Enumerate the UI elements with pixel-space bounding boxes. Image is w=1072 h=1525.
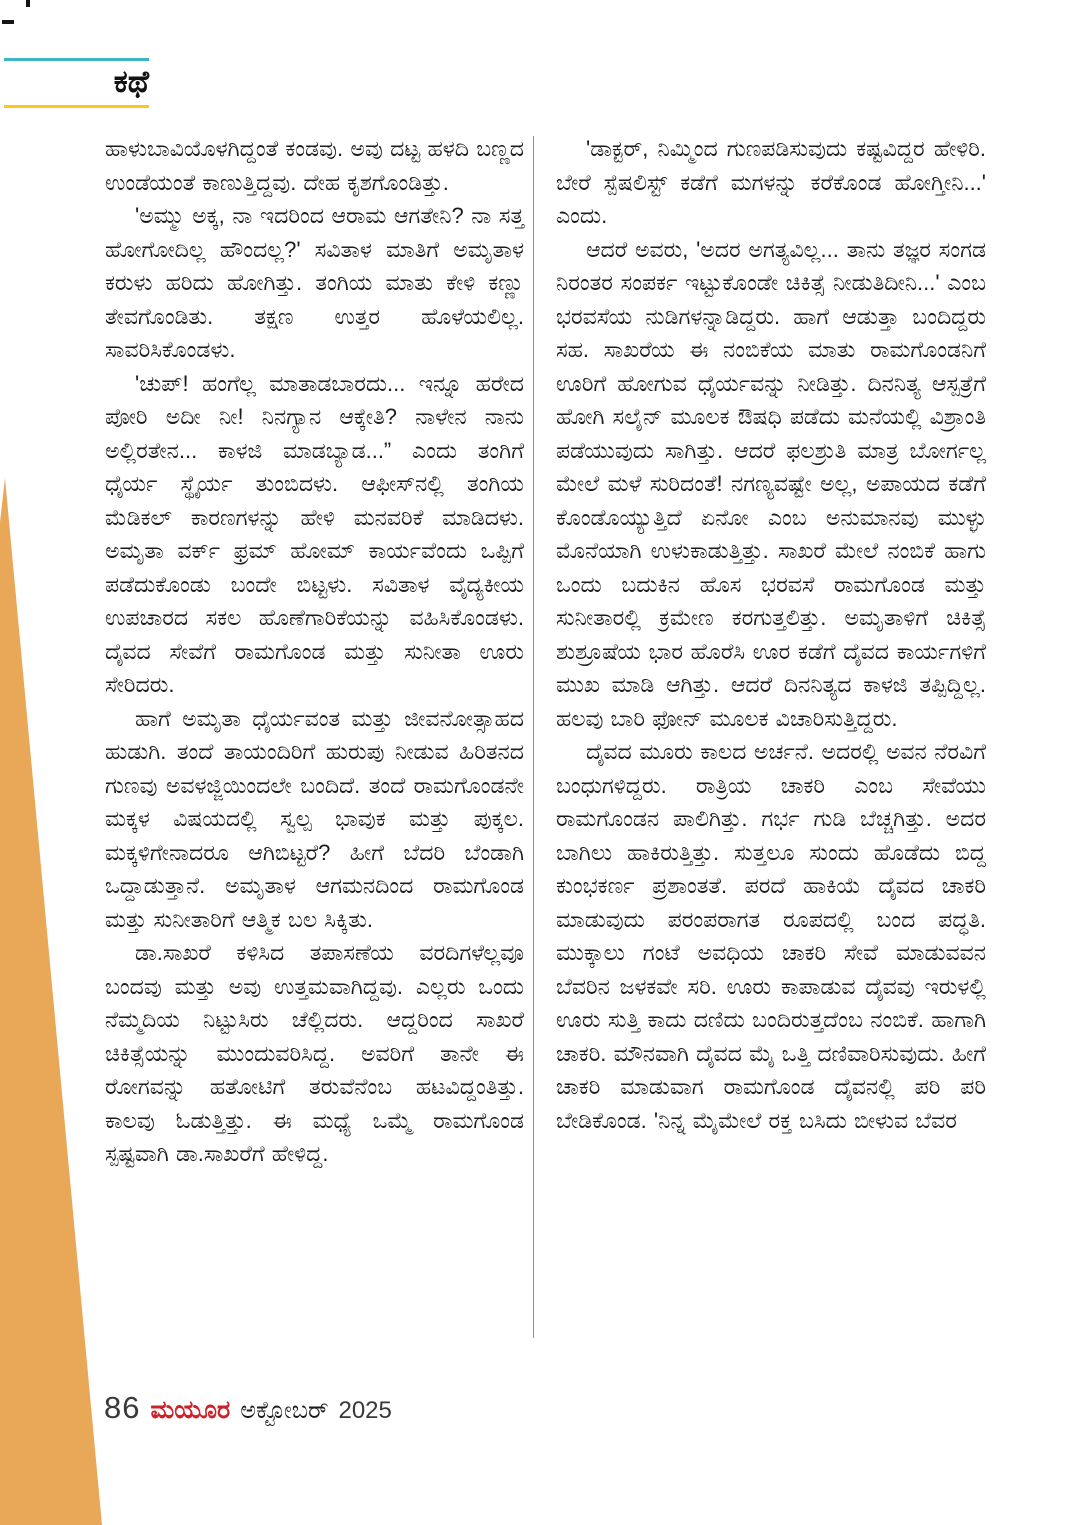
left-column: [105, 132, 524, 1171]
page-number: 86: [104, 1390, 141, 1425]
paragraph: ಹಾಗೆ ಅಮೃತಾ ಧೈರ್ಯವಂತ ಮತ್ತು ಜೀವನೋತ್ಸಾಹದ ಹುಡುಗಿ. ತಂದೆ ತಾಯಂದಿರಿಗೆ ಹುರುಪು ನೀಡುವ ಹಿರಿತನದ ಗುಣವು ಅವಳಜ್ಜಿಯಿಂದಲೇ ಬಂದಿದೆ. ತಂದೆ ರಾಮಗೊಂಡನೇ ಮಕ್ಕಳ ವಿಷಯದಲ್ಲಿ ಸ್ವಲ್ಪ ಭಾವುಕ ಮತ್ತು ಪುಕ್ಕಲ. ಮಕ್ಕಳಿಗೇನಾದರೂ ಆಗಿಬಿಟ್ಟರೆ? ಹೀಗೆ ಬೆದರಿ ಬೆಂಡಾಗಿ ಒದ್ದಾಡುತ್ತಾನೆ. ಅಮೃತಾಳ ಆಗಮನದಿಂದ ರಾಮಗೊಂಡ ಮತ್ತು ಸುನೀತಾರಿಗೆ ಆತ್ಮಿಕ ಬಲ ಸಿಕ್ಕಿತು.: [105, 705, 524, 932]
paragraph: ಹಾಳುಬಾವಿಯೊಳಗಿದ್ದಂತೆ ಕಂಡವು. ಅವು ದಟ್ಟ ಹಳದಿ ಬಣ್ಣದ ಉಂಡೆಯಂತೆ ಕಾಣುತ್ತಿದ್ದವು. ದೇಹ ಕೃಶಗೊಂಡಿತ್ತು.: [105, 136, 524, 195]
crop-mark-top-dash: [2, 20, 14, 24]
section-title: ಕಥೆ: [113, 64, 149, 99]
paragraph: 'ಚುಪ್! ಹಂಗೆಲ್ಲ ಮಾತಾಡಬಾರದು... ಇನ್ನೂ ಹರೇದ ಪೋರಿ ಅದೀ ನೀ! ನಿನಗ್ಯಾನ ಆಕ್ಕೇತಿ? ನಾಳೇನ ನಾನು ಅಲ್ಲಿರತೇನ... ಕಾಳಜಿ ಮಾಡಬ್ಯಾಡ...” ಎಂದು ತಂಗಿಗೆ ಧೈರ್ಯ ಸ್ಥೈರ್ಯ ತುಂಬಿದಳು. ಆಫೀಸ್‌ನಲ್ಲಿ ತಂಗಿಯ ಮೆಡಿಕಲ್ ಕಾರಣಗಳನ್ನು ಹೇಳಿ ಮನವರಿಕೆ ಮಾಡಿದಳು. ಅಮೃತಾ ವರ್ಕ್ ಫ್ರಮ್ ಹೋಮ್ ಕಾರ್ಯವೆಂದು ಒಪ್ಪಿಗೆ ಪಡೆದುಕೊಂಡು ಬಂದೇ ಬಿಟ್ಟಳು. ಸವಿತಾಳ ವೈದ್ಯಕೀಯ ಉಪಚಾರದ ಸಕಲ ಹೊಣೆಗಾರಿಕೆಯನ್ನು ವಹಿಸಿಕೊಂಡಳು. ದೈವದ ಸೇವೆಗೆ ರಾಮಗೊಂಡ ಮತ್ತು ಸುನೀತಾ ಊರು ಸೇರಿದರು.: [105, 370, 524, 697]
paragraph: ಡಾ.ಸಾಖರೆ ಕಳಿಸಿದ ತಪಾಸಣೆಯ ವರದಿಗಳೆಲ್ಲವೂ ಬಂದವು ಮತ್ತು ಅವು ಉತ್ತಮವಾಗಿದ್ದವು. ಎಲ್ಲರು ಒಂದು ನೆಮ್ಮದಿಯ ನಿಟ್ಟುಸಿರು ಚೆಲ್ಲಿದರು. ಆದ್ದರಿಂದ ಸಾಖರೆ ಚಿಕಿತ್ಸೆಯನ್ನು ಮುಂದುವರಿಸಿದ್ದ. ಅವರಿಗೆ ತಾನೇ ಈ ರೋಗವನ್ನು ಹತೋಟಿಗೆ ತರುವೆನೆಂಬ ಹಟವಿದ್ದಂತಿತ್ತು. ಕಾಲವು ಓಡುತ್ತಿತ್ತು. ಈ ಮಧ್ಯೆ ಒಮ್ಮೆ ರಾಮಗೊಂಡ ಸ್ಪಷ್ಟವಾಗಿ ಡಾ.ಸಾಖರೆಗೆ ಹೇಳಿದ್ದ.: [105, 940, 524, 1166]
column-divider: [533, 136, 534, 1338]
crop-mark-top-tick: [26, 0, 30, 7]
paragraph: 'ಅಮ್ಮು ಅಕ್ಕ, ನಾ ಇದರಿಂದ ಆರಾಮ ಆಗತೇನಿ? ನಾ ಸತ್ತ ಹೋಗೋದಿಲ್ಲ ಹೌಂದಲ್ಲ?' ಸವಿತಾಳ ಮಾತಿಗೆ ಅಮೃತಾಳ ಕರುಳು ಹರಿದು ಹೋಗಿತ್ತು. ತಂಗಿಯ ಮಾತು ಕೇಳಿ ಕಣ್ಣು ತೇವಗೊಂಡಿತು. ತಕ್ಷಣ ಉತ್ತರ ಹೊಳೆಯಲಿಲ್ಲ. ಸಾವರಿಸಿಕೊಂಡಳು.: [105, 203, 524, 362]
paragraph: 'ಡಾಕ್ಟರ್, ನಿಮ್ಮಿಂದ ಗುಣಪಡಿಸುವುದು ಕಷ್ಟವಿದ್ದರ ಹೇಳಿರಿ. ಬೇರೆ ಸ್ಪೆಷಲಿಸ್ಟ್ ಕಡೆಗೆ ಮಗಳನ್ನು ಕರೆಕೊಂಡ ಹೋಗ್ತೀನಿ...' ಎಂದು.: [556, 136, 986, 228]
paragraph: ದೈವದ ಮೂರು ಕಾಲದ ಅರ್ಚನೆ. ಅದರಲ್ಲಿ ಅವನ ನೆರವಿಗೆ ಬಂಧುಗಳಿದ್ದರು. ರಾತ್ರಿಯ ಚಾಕರಿ ಎಂಬ ಸೇವೆಯು ರಾಮಗೊಂಡನ ಪಾಲಿಗಿತ್ತು. ಗರ್ಭ ಗುಡಿ ಬೆಚ್ಚಗಿತ್ತು. ಅದರ ಬಾಗಿಲು ಹಾಕಿರುತ್ತಿತ್ತು. ಸುತ್ತಲೂ ಸುಂದು ಹೊಡೆದು ಬಿದ್ದ ಕುಂಭಕರ್ಣ ಪ್ರಶಾಂತತೆ. ಪರದೆ ಹಾಕಿಯೆ ದೈವದ ಚಾಕರಿ ಮಾಡುವುದು ಪರಂಪರಾಗತ ರೂಪದಲ್ಲಿ ಬಂದ ಪದ್ಧತಿ. ಮುಕ್ಕಾಲು ಗಂಟೆ ಅವಧಿಯ ಚಾಕರಿ ಸೇವೆ ಮಾಡುವವನ ಬೆವರಿನ ಜಳಕವೇ ಸರಿ. ಊರು ಕಾಪಾಡುವ ದೈವವು ಇರುಳಲ್ಲಿ ಊರು ಸುತ್ತಿ ಕಾದು ದಣಿದು ಬಂದಿರುತ್ತದೆಂಬ ನಂಬಿಕೆ. ಹಾಗಾಗಿ ಚಾಕರಿ. ಮೌನವಾಗಿ ದೈವದ ಮೈ ಒತ್ತಿ ದಣಿವಾರಿಸುವುದು. ಹೀಗೆ ಚಾಕರಿ ಮಾಡುವಾಗ ರಾಮಗೊಂಡ ದೈವನಲ್ಲಿ ಪರಿ ಪರಿ ಬೇಡಿಕೊಂಡ. 'ನಿನ್ನ ಮೈಮೇಲೆ ರಕ್ತ ಬಸಿದು ಬೀಳುವ ಬೆವರ: [556, 739, 986, 1133]
paragraph: ಆದರೆ ಅವರು, 'ಅದರ ಅಗತ್ಯವಿಲ್ಲ... ತಾನು ತಜ್ಞರ ಸಂಗಡ ನಿರಂತರ ಸಂಪರ್ಕ ಇಟ್ಟುಕೊಂಡೇ ಚಿಕಿತ್ಸೆ ನೀಡುತಿದೀನಿ...' ಎಂಬ ಭರವಸೆಯ ನುಡಿಗಳನ್ನಾಡಿದ್ದರು. ಹಾಗೆ ಆಡುತ್ತಾ ಬಂದಿದ್ದರು ಸಹ. ಸಾಖರೆಯ ಈ ನಂಬಿಕೆಯ ಮಾತು ರಾಮಗೊಂಡನಿಗೆ ಊರಿಗೆ ಹೋಗುವ ಧೈರ್ಯವನ್ನು ನೀಡಿತ್ತು. ದಿನನಿತ್ಯ ಆಸ್ಪತ್ರೆಗೆ ಹೋಗಿ ಸಲೈನ್ ಮೂಲಕ ಔಷಧಿ ಪಡೆದು ಮನೆಯಲ್ಲಿ ವಿಶ್ರಾಂತಿ ಪಡೆಯುವುದು ಸಾಗಿತ್ತು. ಆದರೆ ಫಲಶ್ರುತಿ ಮಾತ್ರ ಬೋರ್ಗಲ್ಲ ಮೇಲೆ ಮಳೆ ಸುರಿದಂತೆ! ನಗಣ್ಯವಷ್ಟೇ ಅಲ್ಲ, ಅಪಾಯದ ಕಡೆಗೆ ಕೊಂಡೊಯ್ಯುತ್ತಿದೆ ಏನೋ ಎಂಬ ಅನುಮಾನವು ಮುಳ್ಳು ಮೊನೆಯಾಗಿ ಉಳುಕಾಡುತ್ತಿತ್ತು. ಸಾಖರೆ ಮೇಲೆ ನಂಬಿಕೆ ಹಾಗು ಒಂದು ಬದುಕಿನ ಹೊಸ ಭರವಸೆ ರಾಮಗೊಂಡ ಮತ್ತು ಸುನೀತಾರಲ್ಲಿ ಕ್ರಮೇಣ ಕರಗುತ್ತಲಿತ್ತು. ಅಮೃತಾಳಿಗೆ ಚಿಕಿತ್ಸೆ ಶುಶ್ರೂಷೆಯ ಭಾರ ಹೊರೆಸಿ ಊರ ಕಡೆಗೆ ದೈವದ ಕಾರ್ಯಗಳಿಗೆ ಮುಖ ಮಾಡಿ ಆಗಿತ್ತು. ಆದರೆ ದಿನನಿತ್ಯದ ಕಾಳಜಿ ತಪ್ಪಿದ್ದಿಲ್ಲ. ಹಲವು ಬಾರಿ ಫೋನ್ ಮೂಲಕ ವಿಚಾರಿಸುತ್ತಿದ್ದರು.: [556, 236, 986, 731]
magazine-logo: ಮಯೂರ: [150, 1396, 231, 1424]
page-footer: [104, 1390, 392, 1426]
header-rule-yellow: [4, 105, 149, 108]
orange-wedge-decoration: [0, 478, 110, 1525]
issue-year: 2025: [338, 1397, 392, 1424]
issue-month: ಅಕ್ಟೋಬರ್: [240, 1397, 329, 1424]
right-column: [556, 132, 986, 1137]
